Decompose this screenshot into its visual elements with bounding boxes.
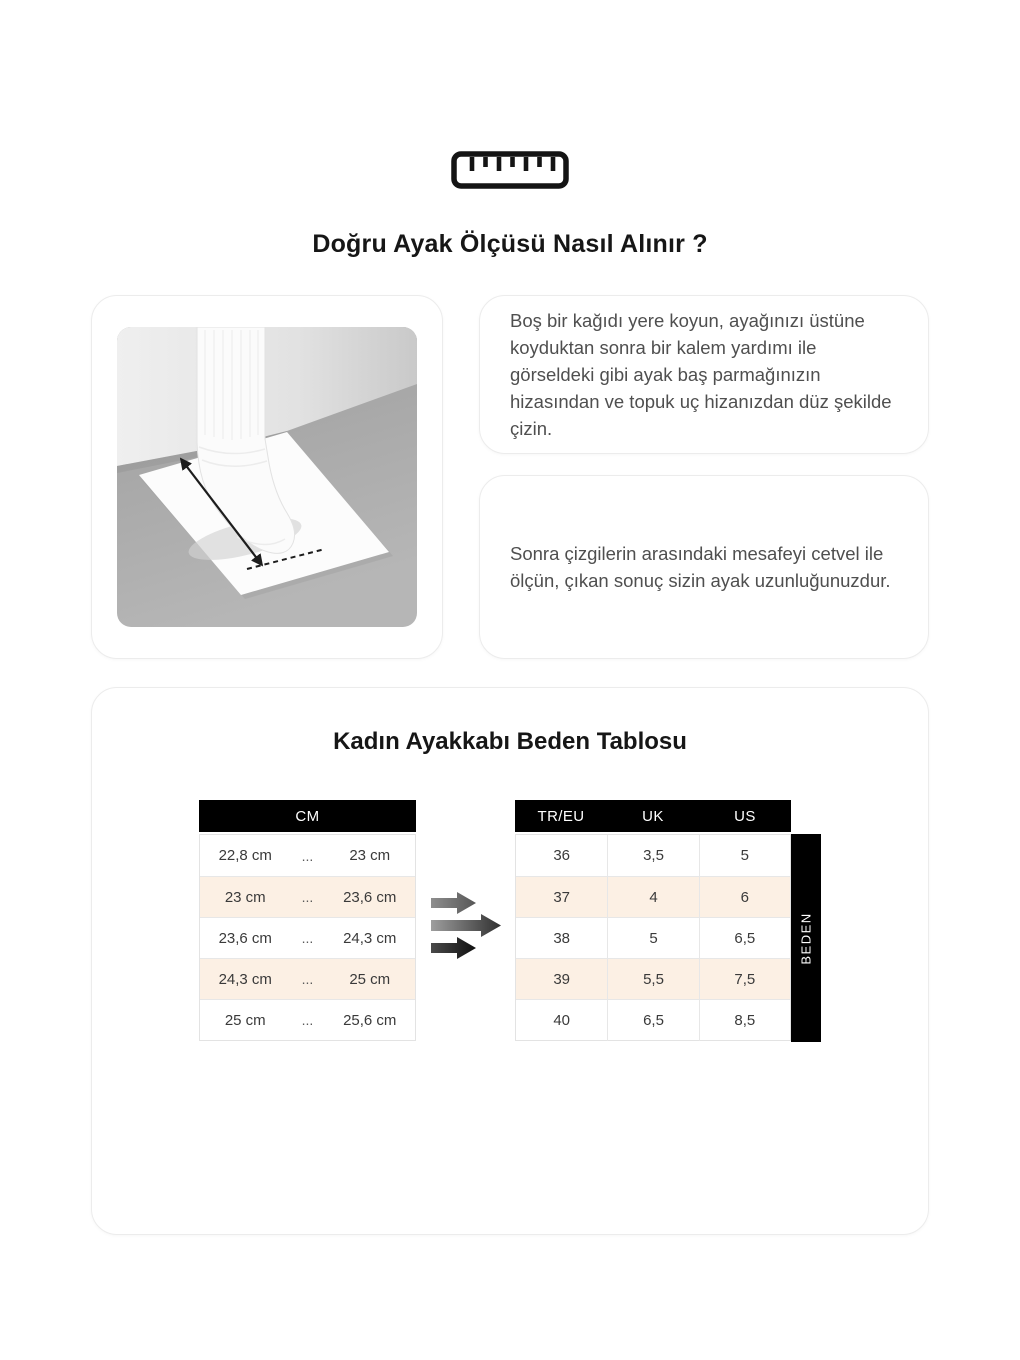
cm-max: 23 cm [349,847,391,864]
size-uk: 5 [607,918,698,959]
col-header-us: US [734,807,756,825]
size-uk: 4 [607,877,698,918]
size-uk: 3,5 [607,835,698,876]
size-table-title: Kadın Ayakkabı Beden Tablosu [333,728,687,755]
measurement-section [91,295,929,659]
instruction-steps [479,295,929,659]
size-tr-eu: 36 [553,847,570,864]
range-dots: ... [301,847,314,864]
beden-text: BEDEN [798,911,814,965]
size-tr-eu: 37 [553,889,570,906]
arrows-right-icon [431,884,503,969]
size-tr-eu: 39 [553,971,570,988]
table-row [200,958,415,999]
size-us: 6,5 [699,918,790,959]
size-us: 8,5 [699,1000,790,1041]
photo-card [91,295,443,659]
size-table-card [91,687,929,1235]
cm-min: 25 cm [224,1011,266,1029]
size-us: 5 [699,835,790,876]
cm-table [199,800,416,1041]
beden-side-label [791,834,821,1042]
page-header [91,146,929,259]
size-tr-eu: 40 [553,1012,570,1029]
size-tables [92,800,928,1042]
cm-min: 23,6 cm [218,929,272,947]
table-row [200,999,415,1040]
foot-measurement-photo [117,327,417,627]
size-us: 6 [699,877,790,918]
ruler-icon [449,146,571,188]
size-uk: 5,5 [607,959,698,1000]
table-row [516,876,790,917]
table-row [200,835,415,876]
table-row [516,917,790,958]
cm-min: 23 cm [224,888,266,906]
col-header-uk: UK [642,807,664,825]
size-us: 7,5 [699,959,790,1000]
cm-table-header: CM [199,800,416,832]
table-row [516,999,790,1040]
cm-max: 25,6 cm [343,1011,397,1029]
step-1-box [479,295,929,454]
table-row [516,958,790,999]
step-2-text: Sonra çizgilerin arasındaki mesafeyi cetvel ile ölçün, çıkan sonuç sizin ayak uzunluğunuzdur. [510,543,891,591]
size-uk: 6,5 [607,1000,698,1041]
cm-max: 25 cm [349,970,391,988]
table-row [200,876,415,917]
col-header-tr-eu: TR/EU [537,807,585,825]
size-guide-page [91,0,929,1235]
cm-min: 24,3 cm [218,970,272,988]
step-2-box [479,475,929,659]
cm-max: 23,6 cm [343,888,397,906]
range-dots: ... [301,930,314,946]
international-size-table [515,800,791,1041]
size-tr-eu: 38 [553,930,570,947]
cm-max: 24,3 cm [343,929,397,947]
table-row [516,835,790,876]
size-table-header-row [515,800,791,832]
range-dots: ... [301,889,314,905]
range-dots: ... [301,971,314,987]
table-row [200,917,415,958]
cm-min: 22,8 cm [218,847,272,864]
range-dots: ... [301,1012,314,1028]
page-title: Doğru Ayak Ölçüsü Nasıl Alınır ? [312,230,708,258]
step-1-text: Boş bir kağıdı yere koyun, ayağınızı üstüne koyduktan sonra bir kalem yardımı ile görseldeki gibi ayak baş parmağınızın hizasından ve topuk uç hizanızdan düz şekilde çizin. [510,310,892,439]
